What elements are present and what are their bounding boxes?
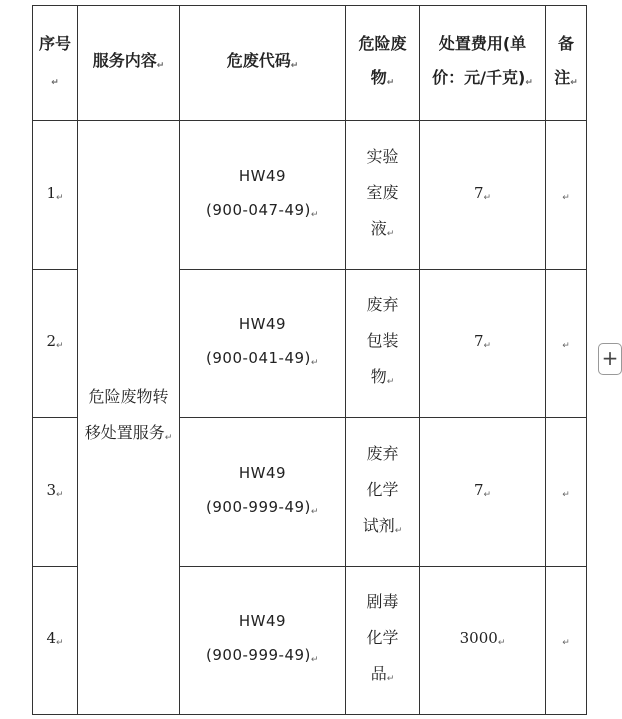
disposal-fee-table	[32, 5, 587, 715]
header-waste: 危险废物↵	[346, 6, 420, 121]
row-seq: 1↵	[33, 121, 78, 270]
row-waste: 实验室废液↵	[346, 121, 420, 270]
row-seq: 3↵	[33, 418, 78, 567]
row-fee: 7↵	[420, 121, 546, 270]
row-waste: 废弃化学试剂↵	[346, 418, 420, 567]
plus-icon: +	[601, 346, 619, 370]
row-code: HW49 (900-047-49)↵	[180, 121, 346, 270]
row-code: HW49 (900-041-49)↵	[180, 270, 346, 418]
row-note: ↵	[546, 121, 587, 270]
header-seq: 序号↵	[33, 6, 78, 121]
row-fee: 3000↵	[420, 567, 546, 715]
row-fee: 7↵	[420, 270, 546, 418]
add-row-button[interactable]	[598, 343, 622, 375]
header-service: 服务内容↵	[78, 6, 180, 121]
service-content-cell: 危险废物转移处置服务↵	[78, 121, 180, 715]
header-row	[33, 6, 587, 121]
header-note: 备注↵	[546, 6, 587, 121]
table-row	[33, 121, 587, 270]
row-seq: 4↵	[33, 567, 78, 715]
header-fee: 处置费用(单价：元/千克)↵	[420, 6, 546, 121]
row-code: HW49 (900-999-49)↵	[180, 418, 346, 567]
row-note: ↵	[546, 270, 587, 418]
row-waste: 剧毒化学品↵	[346, 567, 420, 715]
row-code: HW49 (900-999-49)↵	[180, 567, 346, 715]
row-seq: 2↵	[33, 270, 78, 418]
row-note: ↵	[546, 418, 587, 567]
header-code: 危废代码↵	[180, 6, 346, 121]
row-waste: 废弃包装物↵	[346, 270, 420, 418]
row-fee: 7↵	[420, 418, 546, 567]
row-note: ↵	[546, 567, 587, 715]
